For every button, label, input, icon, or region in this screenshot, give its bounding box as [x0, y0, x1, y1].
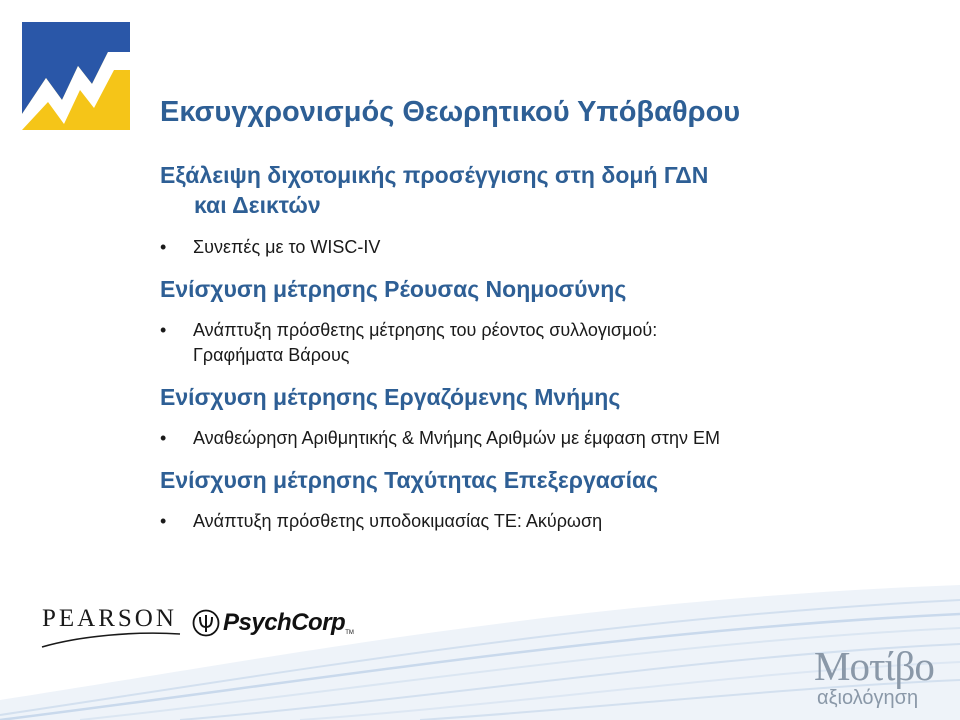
- pearson-swoosh-icon: [40, 628, 182, 650]
- heading-line: Ενίσχυση μέτρησης Ρέουσας Νοημοσύνης: [160, 276, 627, 302]
- pearson-logo: PEARSON: [42, 605, 177, 632]
- motivo-tagline: αξιολόγηση: [817, 687, 919, 709]
- section-heading: [160, 382, 950, 412]
- heading-line-continued: και Δεικτών: [194, 192, 321, 218]
- motivo-logo: Mοτίβο: [814, 643, 934, 689]
- section-1: [160, 160, 950, 260]
- bullet-item: [160, 318, 950, 368]
- section-heading: [160, 160, 950, 220]
- w-logo-icon: [22, 22, 130, 130]
- section-3: [160, 382, 950, 451]
- section-heading: [160, 465, 950, 495]
- psychcorp-wordmark: PsychCorp: [223, 609, 346, 636]
- heading-line: Ενίσχυση μέτρησης Εργαζόμενης Μνήμης: [160, 384, 621, 410]
- bullet-text: Συνεπές με το WISC-IV: [193, 237, 381, 257]
- slide-title: Εκσυγχρονισμός Θεωρητικού Υπόβαθρου: [160, 96, 741, 128]
- trademark-mark: TM: [345, 630, 354, 636]
- heading-line: Εξάλειψη διχοτομικής προσέγγισης στη δομή ΓΔΝ: [160, 162, 709, 188]
- bullet-text: Ανάπτυξη πρόσθετης μέτρησης του ρέοντος συλλογισμού:: [193, 320, 658, 340]
- psi-icon: [192, 609, 220, 637]
- bullet-text: Αναθεώρηση Αριθμητικής & Μνήμης Αριθμών με έμφαση στην ΕΜ: [193, 428, 720, 448]
- bullet-text-continued: Γραφήματα Βάρους: [193, 345, 350, 365]
- heading-line: Ενίσχυση μέτρησης Ταχύτητας Επεξεργασίας: [160, 467, 659, 493]
- bullet-text: Ανάπτυξη πρόσθετης υποδοκιμασίας ΤΕ: Ακύρωση: [193, 511, 603, 531]
- section-4: [160, 465, 950, 534]
- bullet-item: [160, 235, 950, 260]
- section-heading: [160, 274, 950, 304]
- bullet-item: [160, 426, 950, 451]
- psychcorp-logo: [192, 607, 354, 639]
- content-area: [160, 160, 950, 534]
- section-2: [160, 274, 950, 368]
- bullet-item: [160, 509, 950, 534]
